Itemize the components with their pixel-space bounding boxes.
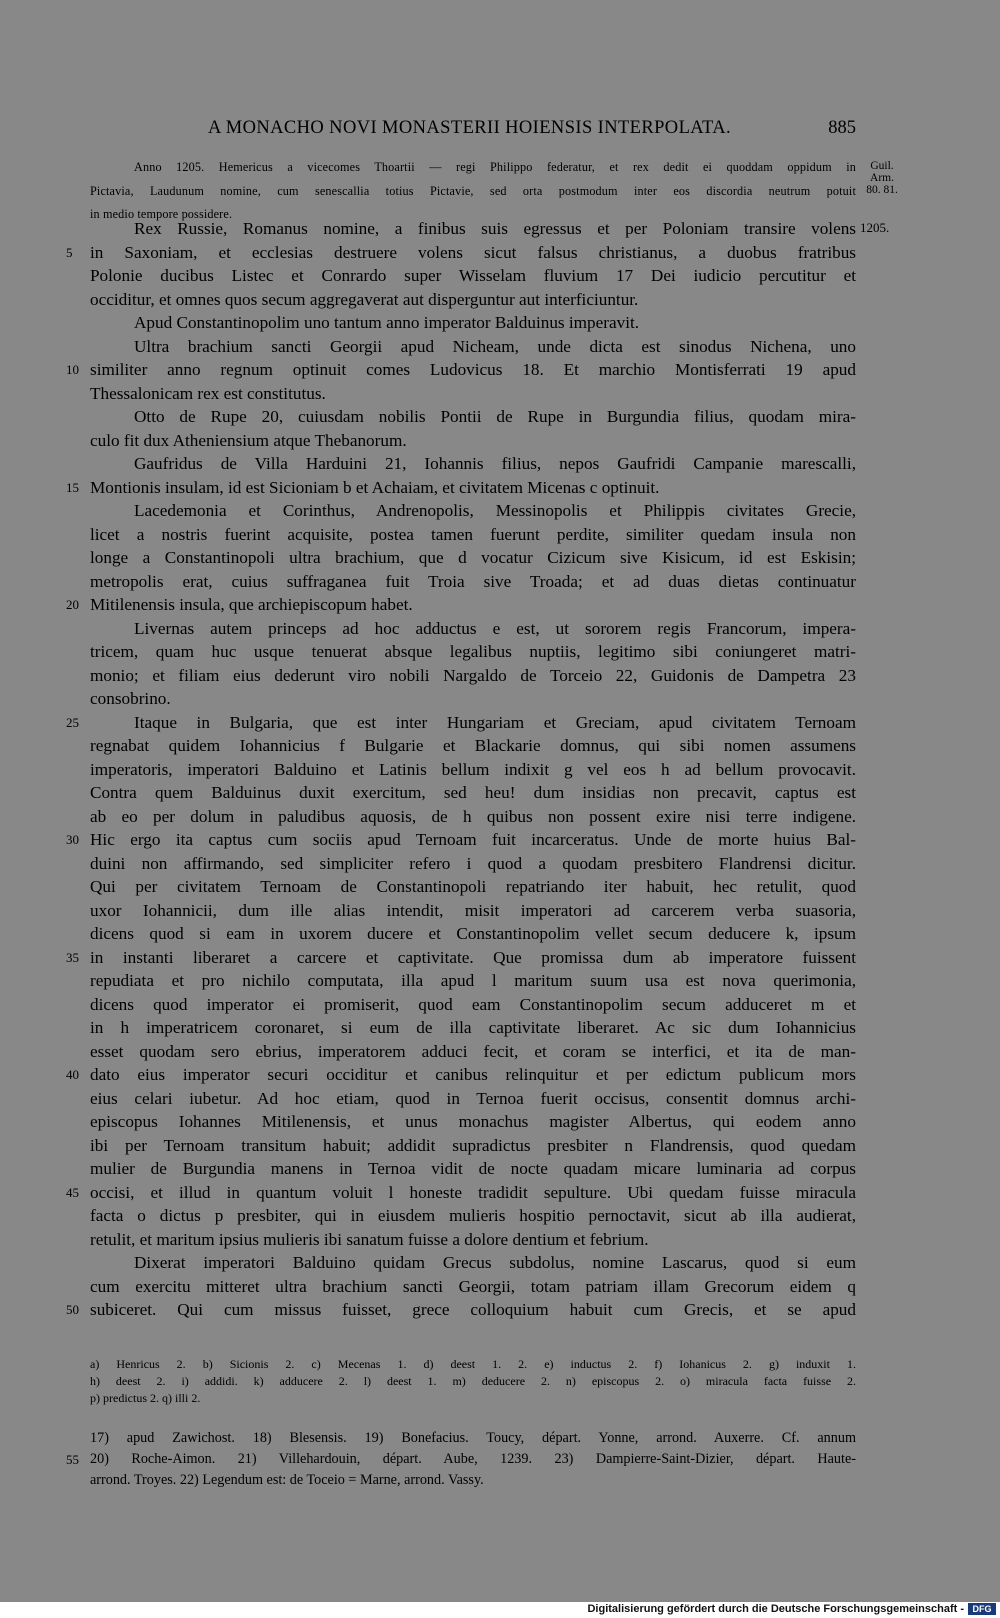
text-line: esset quodam sero ebrius, imperatorem adduci fecit, et coram se interfici, et ita de man- xyxy=(90,1041,856,1061)
footnotes xyxy=(66,1428,856,1491)
text-line: Lacedemonia et Corinthus, Andrenopolis, Messinopolis et Philippis civitates Grecie, xyxy=(134,501,856,520)
line-number: 45 xyxy=(66,1184,79,1200)
text-line: regnabat quidem Iohannicius f Bulgarie et Blackarie domnus, qui sibi nomen assumens xyxy=(90,736,856,755)
text-line: eius celari iubetur. Ad hoc etiam, quod in Ternoa fuerit occisus, consentit domnus archi- xyxy=(90,1088,856,1108)
line-number: 55 xyxy=(66,1452,79,1467)
text-line: Rex Russie, Romanus nomine, a finibus suis egressus et per Poloniam transire volens xyxy=(134,219,856,238)
text-line: tricem, quam huc usque tenuerat absque legalibus nuptiis, legitimo sibi coniungeret matri- xyxy=(90,642,856,661)
margin-source-top: Guil. Arm. xyxy=(870,160,894,184)
text-line: occiditur, et omnes quos secum aggregaverat aut disperguntur aut interficiuntur. xyxy=(90,289,639,309)
text-line: dato eius imperator securi occiditur et canibus relinquitur et per edictum publicum mors xyxy=(90,1065,856,1084)
text-line: in instanti liberaret a carcere et captivitate. Que promissa dum ab imperatore fuissent xyxy=(90,947,856,967)
page-title: A MONACHO NOVI MONASTERII HOIENSIS INTERPOLATA. xyxy=(208,118,731,138)
text-line: mulier de Burgundia manens in Ternoa vidit de nocte quadam micare luminaria ad corpus xyxy=(90,1159,856,1178)
footnote-line: arrond. Troyes. 22) Legendum est: de Toceio = Marne, arrond. Vassy. xyxy=(90,1472,484,1488)
footnote-line: 17) apud Zawichost. 18) Blesensis. 19) Bonefacius. Toucy, départ. Yonne, arrond. Auxerre. Cf. annum xyxy=(90,1430,856,1446)
text-line: Apud Constantinopolim uno tantum anno imperator Balduinus imperavit. xyxy=(134,313,640,332)
line-number: 5 xyxy=(66,244,73,260)
text-line: Dixerat imperatori Balduino quidam Grecus subdolus, nomine Lascarus, quod si eum xyxy=(134,1253,856,1272)
text-line: ibi per Ternoam transitum habuit; addidit supradictus presbiter n Flandrensis, quod quedam xyxy=(90,1135,856,1155)
text-line: metropolis erat, cuius suffraganea fuit Troia sive Troada; et ad duas dietas continuatur xyxy=(90,571,856,591)
funding-credit: Digitalisierung gefördert durch die Deutsche Forschungsgemeinschaft - xyxy=(587,1603,964,1615)
text-line: dicens quod si eam in uxorem ducere et Constantinopolim vellet secum deducere k, ipsum xyxy=(90,924,856,943)
page-header xyxy=(90,118,856,146)
text-line: Thessalonicam rex est constitutus. xyxy=(90,383,326,403)
text-line: Itaque in Bulgaria, que est inter Hungariam et Greciam, apud civitatem Ternoam xyxy=(134,712,856,732)
page-number: 885 xyxy=(828,118,856,138)
text-line: Mitilenensis insula, que archiepiscopum habet. xyxy=(90,595,413,614)
line-number: 50 xyxy=(66,1302,79,1317)
text-line: uxor Iohannicii, dum ille alias intendit, misit imperatori ad carcerem verba suasoria, xyxy=(90,900,856,920)
text-line: longe a Constantinopoli ultra brachium, que d vocatur Cizicum sive Kisicum, id est Eskisin; xyxy=(90,548,856,567)
text-line: occisi, et illud in quantum voluit l honeste tradidit sepulture. Ubi quedam fuisse miracula xyxy=(90,1182,856,1202)
text-line: episcopus Iohannes Mitilenensis, et unus monachus magister Albertus, qui eodem anno xyxy=(90,1112,856,1131)
line-number: 20 xyxy=(66,597,79,612)
text-line: Ultra brachium sancti Georgii apud Nicheam, unde dicta est sinodus Nichena, uno xyxy=(134,336,856,356)
line-number: 35 xyxy=(66,949,79,965)
dfg-logo: DFG xyxy=(968,1603,996,1615)
line-number: 30 xyxy=(66,832,79,847)
text-line: Gaufridus de Villa Harduini 21, Iohannis filius, nepos Gaufridi Campanie marescalli, xyxy=(134,454,856,473)
intro-line: Pictavia, Laudunum nomine, cum senescallia totius Pictavie, sed orta postmodum inter eos discordia neutrum potuit xyxy=(90,183,856,198)
line-number: 25 xyxy=(66,714,79,730)
line-number: 15 xyxy=(66,479,79,495)
text-line: similiter anno regnum optinuit comes Ludovicus 18. Et marchio Montisferrati 19 apud xyxy=(90,360,856,379)
text-line: Hic ergo ita captus cum sociis apud Ternoam fuit incarceratus. Unde de morte huius Bal- xyxy=(90,830,856,849)
text-line: in h imperatricem coronaret, si eum de illa captivitate liberaret. Ac sic dum Iohannicius xyxy=(90,1018,856,1037)
text-line: Polonie ducibus Listec et Conrardo super Wisselam fluvium 17 Dei iudicio percutitur et xyxy=(90,266,856,285)
text-line: Montionis insulam, id est Sicioniam b et Achaiam, et civitatem Micenas c optinuit. xyxy=(90,477,660,497)
text-line: in Saxoniam, et ecclesias destruere volens sicut falsus christianus, a duobus fratribus xyxy=(90,242,856,262)
main-text xyxy=(66,217,856,1322)
text-line: consobrino. xyxy=(90,689,171,708)
margin-source-bottom: 80. 81. xyxy=(866,184,898,196)
text-line: dicens quod imperator ei promiserit, quod eam Constantinopolim secum adduceret m et xyxy=(90,994,856,1014)
text-line: monio; et filiam eius dederunt viro nobili Nargaldo de Torceio 22, Guidonis de Dampetra 23 xyxy=(90,665,856,685)
text-line: facta o dictus p presbiter, qui in eiusdem mulieris hospitio pernoctavit, sicut ab illa audierat, xyxy=(90,1206,856,1225)
text-line: subiceret. Qui cum missus fuisset, grece colloquium habuit cum Grecis, et se apud xyxy=(90,1300,856,1319)
intro-line: Anno 1205. Hemericus a vicecomes Thoartii — regi Philippo federatur, et rex dedit ei quoddam oppidum in xyxy=(134,160,856,174)
text-line: duini non affirmando, sed simpliciter refero i quod a quodam presbitero Flandrensi dicitur. xyxy=(90,853,856,873)
text-line: repudiata et pro nichilo computata, illa apud l maritum suum usa est nova querimonia, xyxy=(90,971,856,990)
footnote-line: 20) Roche-Aimon. 21) Villehardouin, départ. Aube, 1239. 23) Dampierre-Saint-Dizier, départ. Haute- xyxy=(90,1451,856,1467)
margin-year: 1205. xyxy=(860,220,890,235)
text-line: retulit, et maritum ipsius mulieris ibi sanatum fuisse a dolore dentium et febrium. xyxy=(90,1229,649,1249)
text-line: culo fit dux Atheniensium atque Thebanorum. xyxy=(90,430,407,450)
text-line: Contra quem Balduinus duxit exercitum, sed heu! dum insidias non precavit, captus est xyxy=(90,783,856,802)
line-number: 10 xyxy=(66,362,79,377)
text-line: licet a nostris fuerint acquisite, postea tamen fuerunt perdite, similiter quedam insula non xyxy=(90,524,856,544)
apparatus-line: h) deest 2. i) addidi. k) adducere 2. l) deest 1. m) deducere 2. n) episcopus 2. o) miracula facta fuisse 2. xyxy=(90,1374,856,1388)
apparatus-line: p) predictus 2. q) illi 2. xyxy=(90,1391,201,1405)
text-line: imperatoris, imperatori Balduino et Latinis bellum indixit g vel eos h ad bellum provocavit. xyxy=(90,759,856,779)
text-line: Otto de Rupe 20, cuiusdam nobilis Pontii de Rupe in Burgundia filius, quodam mira- xyxy=(134,407,856,426)
critical-apparatus xyxy=(90,1356,856,1407)
text-line: cum exercitu mitteret ultra brachium sancti Georgii, totam patriam illam Grecorum eidem q xyxy=(90,1276,856,1296)
margin-source-note xyxy=(862,160,902,196)
text-line: Qui per civitatem Ternoam de Constantinopoli repatriando iter habuit, hec retulit, quod xyxy=(90,877,856,896)
apparatus-line: a) Henricus 2. b) Sicionis 2. c) Mecenas 1. d) deest 1. 2. e) inductus 2. f) Iohanicus 2. g) induxit 1. xyxy=(90,1357,856,1371)
line-number: 40 xyxy=(66,1067,79,1082)
text-line: ab eo per dolum in paludibus aquosis, de h quibus non possent exire nisi terre indigene. xyxy=(90,806,856,826)
text-line: Livernas autem princeps ad hoc adductus e est, ut sororem regis Francorum, impera- xyxy=(134,618,856,638)
intro-line: in medio tempore possidere. xyxy=(90,207,233,221)
